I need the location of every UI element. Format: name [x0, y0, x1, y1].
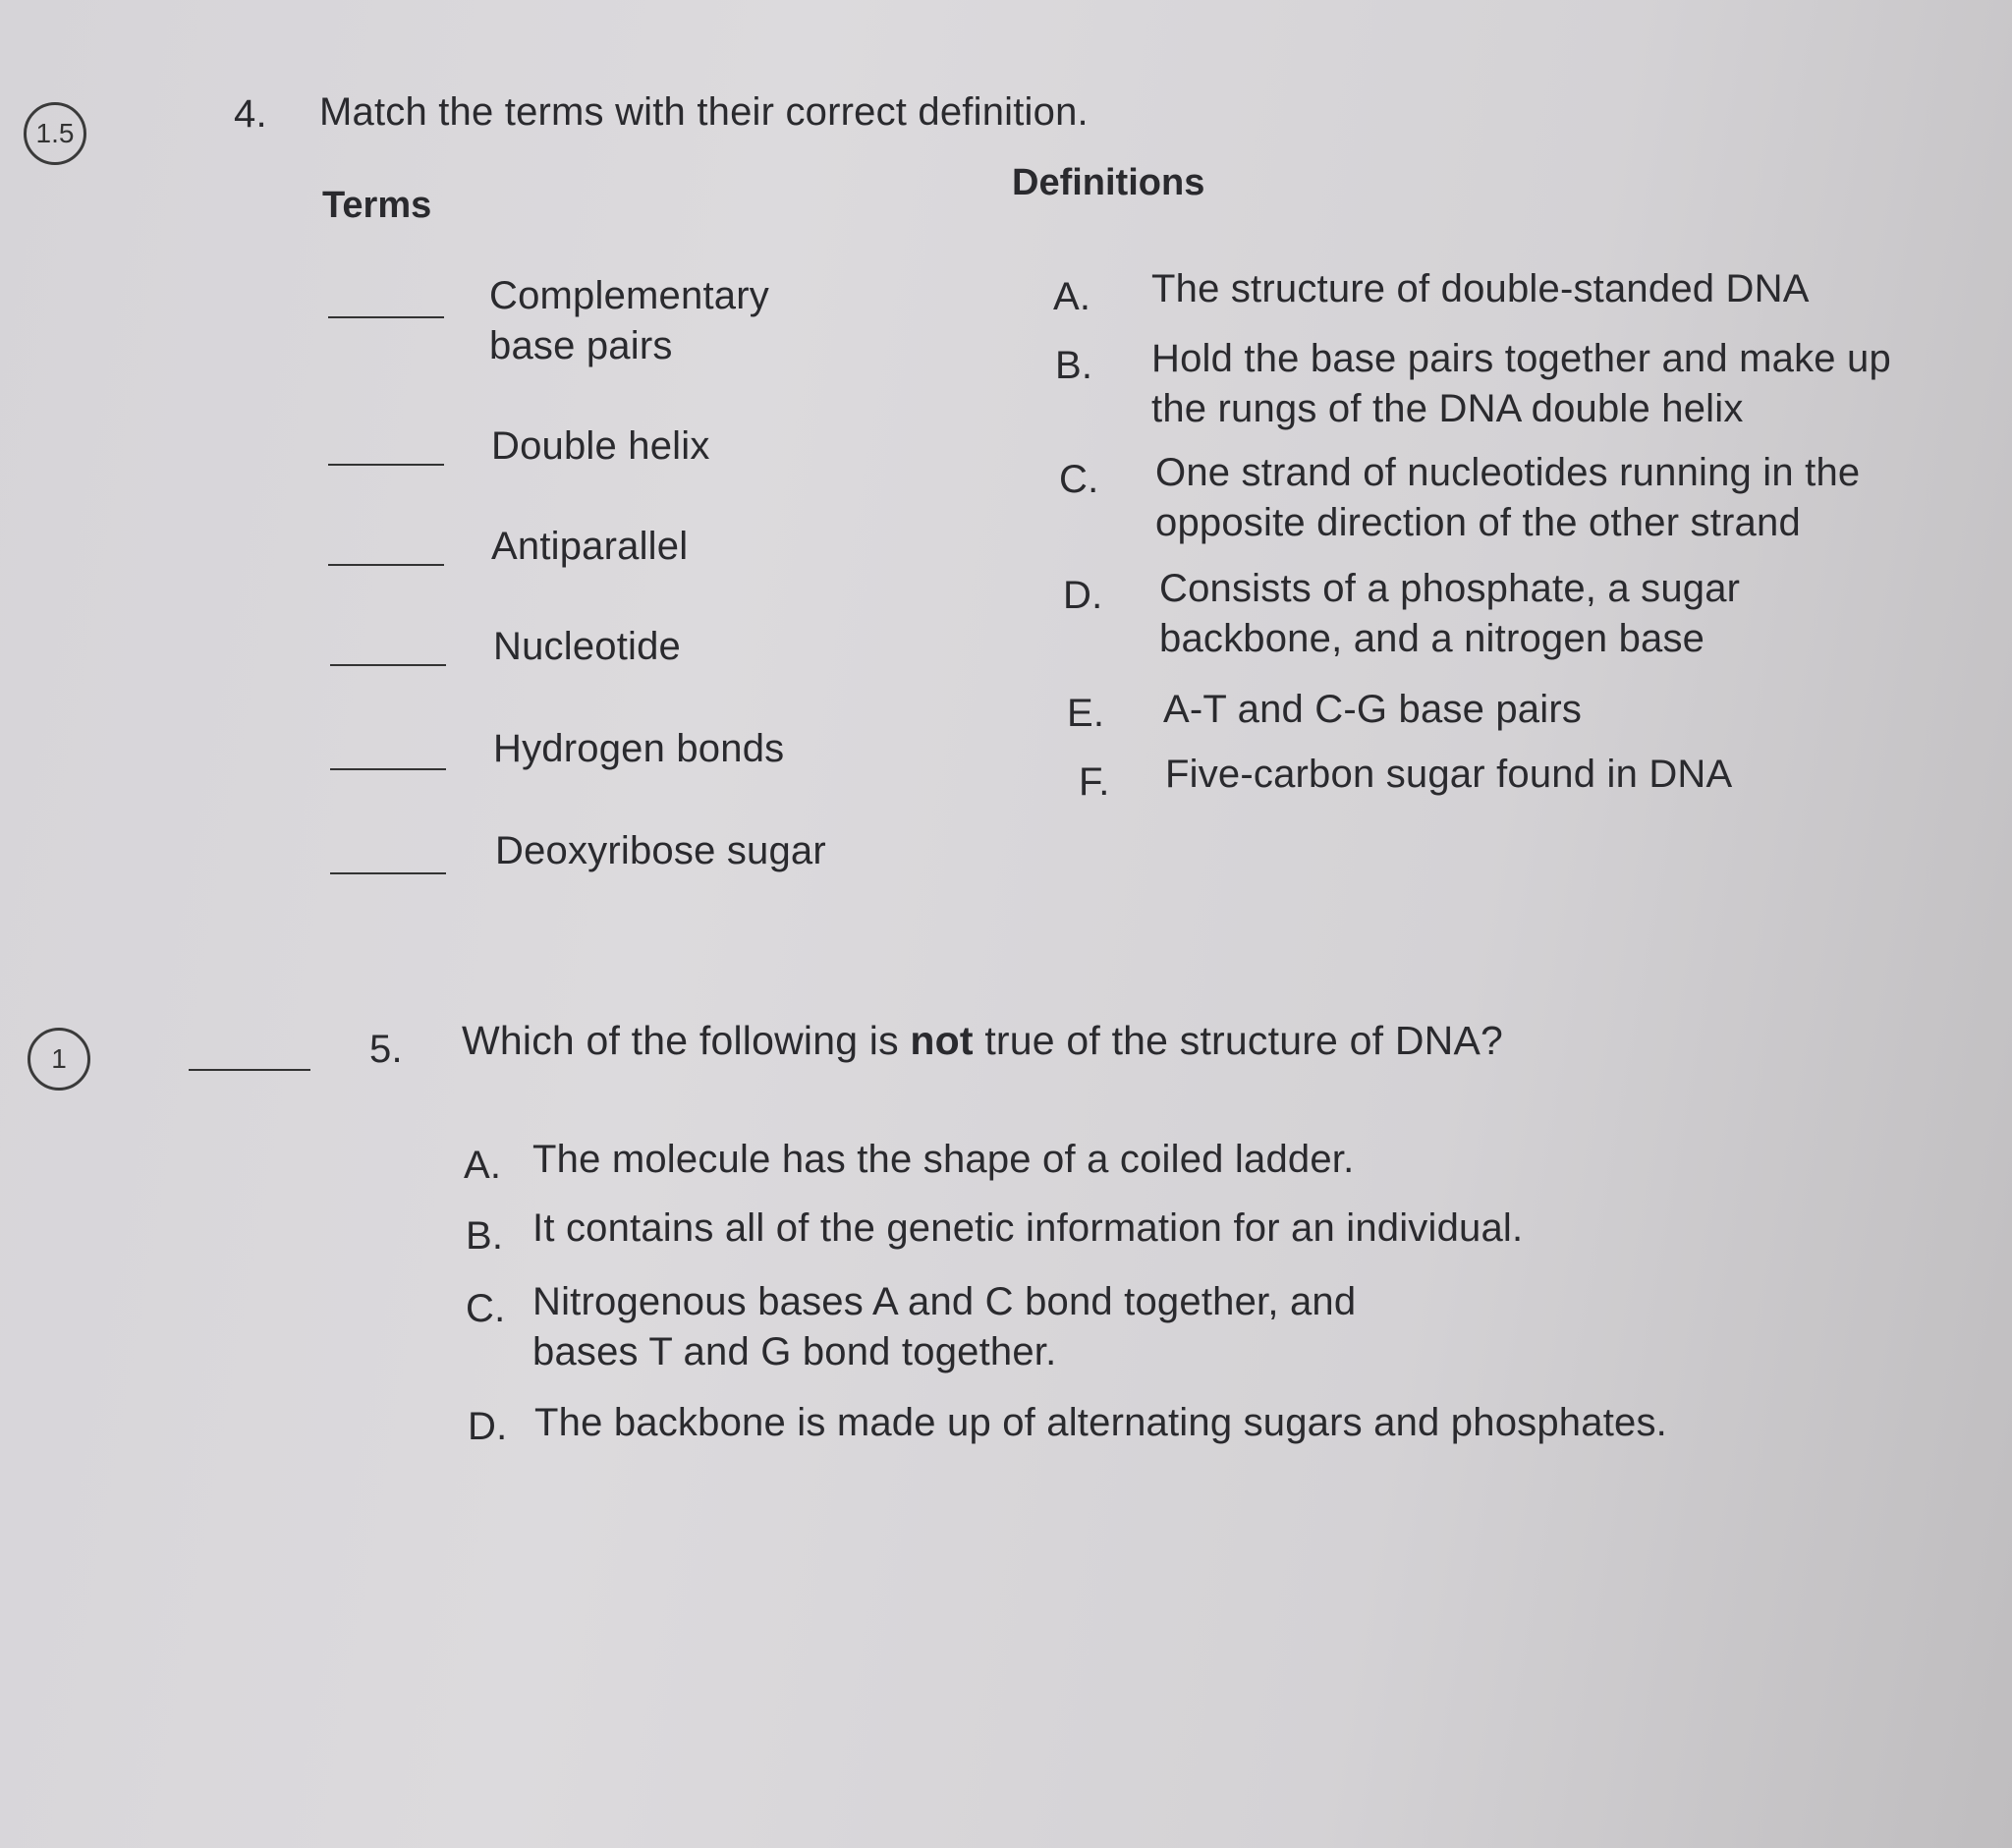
question-prompt: Match the terms with their correct definition.: [319, 90, 1089, 134]
term-item: Antiparallel: [491, 525, 689, 568]
answer-blank[interactable]: [330, 768, 446, 770]
score-circle-q5: [28, 1028, 90, 1091]
answer-blank[interactable]: [330, 664, 446, 666]
score-circle-q4: [24, 102, 86, 165]
definition-letter: A.: [1053, 275, 1091, 318]
option-text: It contains all of the genetic information for an individual.: [532, 1206, 1524, 1250]
answer-blank[interactable]: [330, 872, 446, 874]
definition-letter: E.: [1067, 692, 1105, 735]
option-letter: D.: [468, 1405, 508, 1448]
question-number: 5.: [369, 1028, 403, 1071]
definition-text: Consists of a phosphate, a sugar backbone, and a nitrogen base: [1159, 567, 1741, 660]
term-item: Nucleotide: [493, 625, 682, 668]
question-prompt: [462, 1018, 1503, 1064]
answer-blank[interactable]: [189, 1069, 310, 1071]
option-letter: B.: [466, 1214, 504, 1258]
option-text: Nitrogenous bases A and C bond together, and bases T and G bond together.: [532, 1280, 1357, 1373]
terms-header: Terms: [322, 185, 432, 226]
question-number: 4.: [234, 92, 267, 136]
definition-text: One strand of nucleotides running in the opposite direction of the other strand: [1155, 451, 1861, 544]
option-letter: C.: [466, 1287, 506, 1330]
answer-blank[interactable]: [328, 564, 444, 566]
definition-letter: D.: [1063, 574, 1103, 617]
score-value: 1: [51, 1043, 67, 1074]
prompt-text: true of the structure of DNA?: [984, 1018, 1503, 1063]
term-item: Complementary base pairs: [489, 274, 769, 367]
option-letter: A.: [464, 1144, 502, 1187]
score-value: 1.5: [35, 118, 75, 148]
definition-letter: B.: [1055, 344, 1093, 387]
prompt-text: Which of the following is: [462, 1018, 899, 1063]
term-item: Deoxyribose sugar: [495, 829, 826, 872]
definition-letter: F.: [1079, 760, 1110, 804]
answer-blank[interactable]: [328, 316, 444, 318]
option-text: The backbone is made up of alternating sugars and phosphates.: [534, 1401, 1667, 1444]
prompt-emphasis: not: [910, 1018, 974, 1063]
term-item: Double helix: [491, 424, 710, 468]
definition-letter: C.: [1059, 458, 1099, 501]
definition-text: The structure of double-standed DNA: [1151, 267, 1810, 310]
term-item: Hydrogen bonds: [493, 727, 785, 770]
definition-text: Hold the base pairs together and make up the rungs of the DNA double helix: [1151, 337, 1891, 430]
definition-text: Five-carbon sugar found in DNA: [1165, 753, 1733, 796]
definition-text: A-T and C-G base pairs: [1163, 688, 1583, 731]
definitions-header: Definitions: [1012, 162, 1205, 203]
option-text: The molecule has the shape of a coiled ladder.: [532, 1138, 1355, 1181]
answer-blank[interactable]: [328, 464, 444, 466]
